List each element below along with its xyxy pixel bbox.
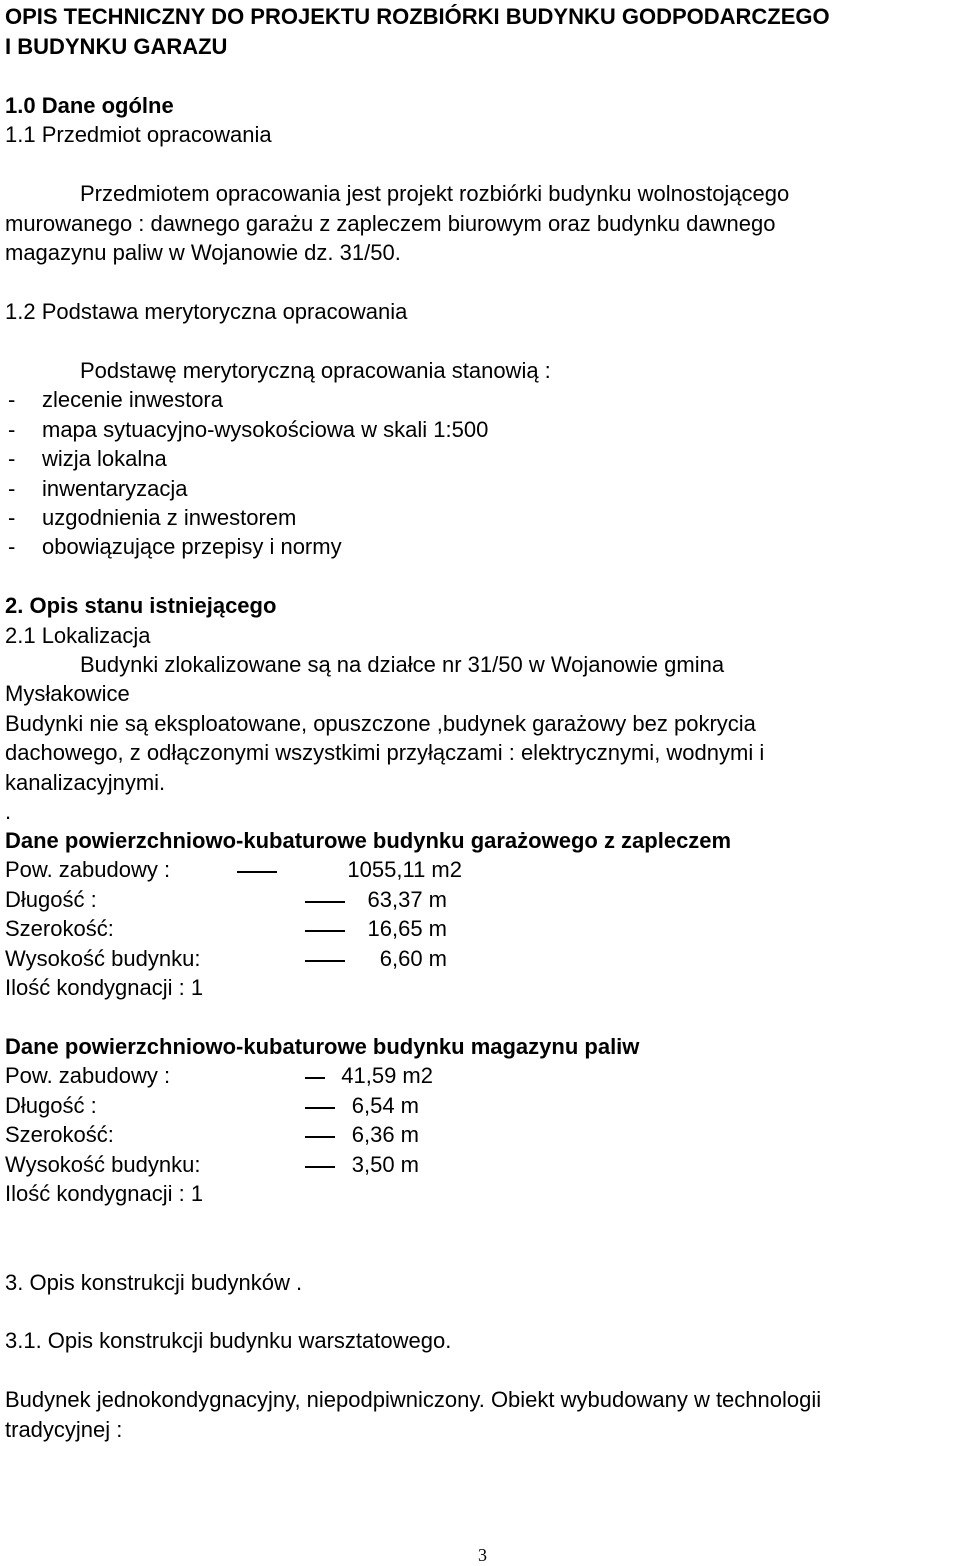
section-2-heading: 2. Opis stanu istniejącego — [5, 593, 277, 618]
row-label: Pow. zabudowy : — [5, 857, 171, 882]
section-1-1-text-line: murowanego : dawnego garażu z zapleczem biurowym oraz budynku dawnego — [5, 211, 776, 236]
row-value: 6,60 m — [379, 946, 447, 971]
fuel-floors: Ilość kondygnacji : 1 — [5, 1181, 204, 1206]
document-title-line-1: OPIS TECHNICZNY DO PROJEKTU ROZBIÓRKI BUDYNKU GODPODARCZEGO — [5, 4, 830, 29]
section-1-heading: 1.0 Dane ogólne — [5, 93, 174, 118]
table-row — [5, 857, 955, 883]
row-label: Szerokość: — [5, 916, 114, 941]
table-row — [5, 887, 955, 913]
section-1-1-text-line: Przedmiotem opracowania jest projekt rozbiórki budynku wolnostojącego — [80, 181, 790, 206]
row-value: 1055,11 m2 — [347, 857, 462, 882]
garage-floors: Ilość kondygnacji : 1 — [5, 975, 204, 1000]
row-value: 63,37 m — [367, 887, 447, 912]
row-label: Długość : — [5, 887, 97, 912]
row-label: Szerokość: — [5, 1122, 114, 1147]
table-row — [5, 1122, 955, 1148]
row-label: Pow. zabudowy : — [5, 1063, 171, 1088]
row-value: 3,50 m — [351, 1152, 419, 1177]
row-value: 6,36 m — [351, 1122, 419, 1147]
section-2-1-text-line: dachowego, z odłączonymi wszystkimi przyłączami : elektrycznymi, wodnymi i — [5, 740, 765, 765]
section-1-2-heading: 1.2 Podstawa merytoryczna opracowania — [5, 299, 408, 324]
section-2-1-text-line: kanalizacyjnymi. — [5, 770, 166, 795]
row-label: Wysokość budynku: — [5, 946, 201, 971]
dash-line — [237, 871, 277, 873]
row-value: 41,59 m2 — [341, 1063, 433, 1088]
section-3-heading: 3. Opis konstrukcji budynków . — [5, 1270, 303, 1295]
row-value: 16,65 m — [367, 916, 447, 941]
row-label: Wysokość budynku: — [5, 1152, 201, 1177]
section-3-1-text-line: Budynek jednokondygnacyjny, niepodpiwniczony. Obiekt wybudowany w technologii — [5, 1387, 822, 1412]
section-1-1-heading: 1.1 Przedmiot opracowania — [5, 122, 272, 147]
table-row — [5, 1093, 955, 1119]
section-3-1-text-line: tradycyjnej : — [5, 1417, 123, 1442]
section-1-2-intro: Podstawę merytoryczną opracowania stanowią : — [80, 358, 551, 383]
garage-data-heading: Dane powierzchniowo-kubaturowe budynku garażowego z zapleczem — [5, 828, 732, 853]
section-2-1-text-line: . — [5, 799, 12, 824]
table-row — [5, 1152, 955, 1178]
fuel-data-heading: Dane powierzchniowo-kubaturowe budynku magazynu paliw — [5, 1034, 640, 1059]
section-2-1-text-line: Mysłakowice — [5, 681, 130, 706]
section-3-1-heading: 3.1. Opis konstrukcji budynku warsztatowego. — [5, 1328, 452, 1353]
section-1-1-text-line: magazynu paliw w Wojanowie dz. 31/50. — [5, 240, 401, 265]
section-2-1-text-line: Budynki zlokalizowane są na działce nr 31/50 w Wojanowie gmina — [80, 652, 725, 677]
section-2-1-text-line: Budynki nie są eksploatowane, opuszczone ,budynek garażowy bez pokrycia — [5, 711, 756, 736]
row-value: 6,54 m — [351, 1093, 419, 1118]
table-row — [5, 916, 955, 942]
table-row — [5, 946, 955, 972]
page-number: 3 — [478, 1545, 487, 1565]
table-row — [5, 1063, 955, 1089]
row-label: Długość : — [5, 1093, 97, 1118]
section-2-1-heading: 2.1 Lokalizacja — [5, 623, 151, 648]
document-title-line-2: I BUDYNKU GARAZU — [5, 34, 228, 59]
